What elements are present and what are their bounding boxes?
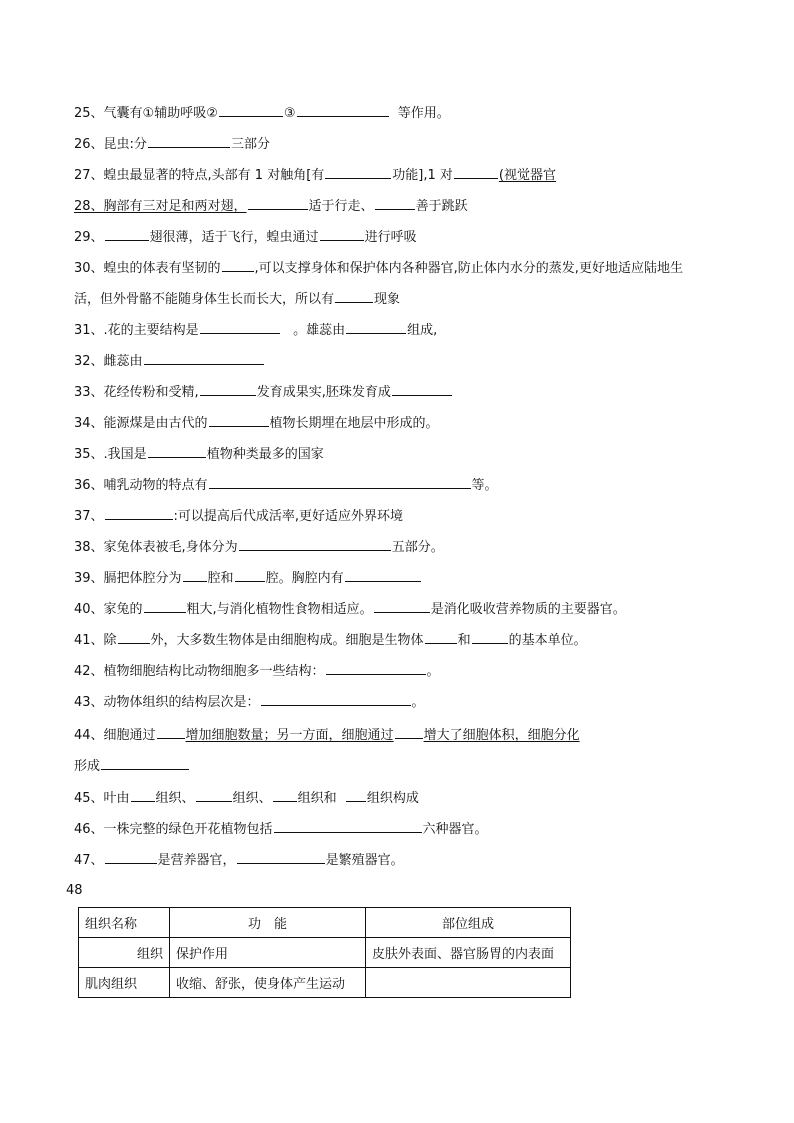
table-cell[interactable] <box>366 968 571 998</box>
table-row <box>79 938 571 968</box>
question-31: 31、.花的主要结构是 。雄蕊由 组成, <box>74 320 437 340</box>
answer-blank[interactable] <box>320 227 364 241</box>
question-34: 34、能源煤是由古代的 植物长期埋在地层中形成的。 <box>74 413 439 433</box>
table-cell: 皮肤外表面、器官肠胃的内表面 <box>366 938 571 968</box>
answer-blank[interactable] <box>261 692 411 706</box>
answer-blank[interactable] <box>346 788 366 802</box>
answer-blank[interactable] <box>273 788 297 802</box>
answer-blank[interactable] <box>196 788 232 802</box>
answer-blank[interactable] <box>335 289 373 303</box>
question-40: 40、家兔的 粗大,与消化植物性食物相适应。 是消化吸收营养物质的主要器官。 <box>74 599 626 619</box>
answer-blank[interactable] <box>219 103 283 117</box>
answer-blank[interactable] <box>345 568 421 582</box>
table-cell: 保护作用 <box>170 938 366 968</box>
question-33: 33、花经传粉和受精, 发育成果实,胚珠发育成 <box>74 382 453 402</box>
tissue-table <box>78 907 571 998</box>
question-27: 27、蝗虫最显著的特点,头部有 1 对触角[有 功能],1 对 (视觉器官 <box>74 165 556 185</box>
table-row <box>79 968 571 998</box>
question-25: 25、气囊有①辅助呼吸② ③ 等作用。 <box>74 103 450 123</box>
answer-blank[interactable] <box>235 568 265 582</box>
question-32: 32、雌蕊由 <box>74 351 265 371</box>
answer-blank[interactable] <box>297 103 389 117</box>
answer-blank[interactable] <box>105 850 157 864</box>
question-35: 35、.我国是 植物种类最多的国家 <box>74 444 324 464</box>
answer-blank[interactable] <box>425 630 457 644</box>
answer-blank[interactable] <box>472 630 508 644</box>
answer-blank[interactable] <box>105 227 149 241</box>
question-44: 44、细胞通过 增加细胞数量；另一方面，细胞通过 增大了细胞体积，细胞分化 <box>74 725 580 745</box>
question-36: 36、哺乳动物的特点有 等。 <box>74 475 498 495</box>
answer-blank[interactable] <box>144 599 186 613</box>
question-47: 47、 是营养器官， 是繁殖器官。 <box>74 850 404 870</box>
table-header-cell: 部位组成 <box>366 908 571 938</box>
table-cell[interactable]: 组织 <box>79 938 170 968</box>
question-44-continued: 形成 <box>74 756 190 776</box>
answer-blank[interactable] <box>375 196 415 210</box>
question-30-continued: 活，但外骨骼不能随身体生长而长大，所以有 现象 <box>74 289 400 309</box>
question-45: 45、叶由 组织、 组织、 组织和 组织构成 <box>74 788 419 808</box>
answer-blank[interactable] <box>148 444 206 458</box>
table-header-row <box>79 908 571 938</box>
question-39: 39、膈把体腔分为 腔和 腔。胸腔内有 <box>74 568 422 588</box>
table-header-cell: 功 能 <box>170 908 366 938</box>
answer-blank[interactable] <box>237 850 325 864</box>
question-37: 37、 :可以提高后代成活率,更好适应外界环境 <box>74 506 403 526</box>
answer-blank[interactable] <box>209 413 269 427</box>
answer-blank[interactable] <box>326 661 426 675</box>
question-29: 29、 翅很薄，适于飞行，蝗虫通过 进行呼吸 <box>74 227 417 247</box>
question-28: 28、胸部有三对足和两对翅， 适于行走、 善于跳跃 <box>74 196 468 216</box>
table-cell: 肌肉组织 <box>79 968 170 998</box>
answer-blank[interactable] <box>131 788 155 802</box>
answer-blank[interactable] <box>454 165 498 179</box>
question-43: 43、动物体组织的结构层次是： 。 <box>74 692 425 712</box>
answer-blank[interactable] <box>222 258 254 272</box>
answer-blank[interactable] <box>274 819 422 833</box>
answer-blank[interactable] <box>118 630 150 644</box>
question-48-label: 48 <box>66 883 83 898</box>
answer-blank[interactable] <box>395 725 423 739</box>
question-42: 42、植物细胞结构比动物细胞多一些结构： 。 <box>74 661 440 681</box>
answer-blank[interactable] <box>325 165 391 179</box>
answer-blank[interactable] <box>346 320 406 334</box>
answer-blank[interactable] <box>374 599 430 613</box>
answer-blank[interactable] <box>248 196 308 210</box>
answer-blank[interactable] <box>148 134 230 148</box>
answer-blank[interactable] <box>392 382 452 396</box>
answer-blank[interactable] <box>209 475 471 489</box>
answer-blank[interactable] <box>200 382 256 396</box>
question-41: 41、除 外，大多数生物体是由细胞构成。细胞是生物体 和 的基本单位。 <box>74 630 587 650</box>
answer-blank[interactable] <box>105 506 173 520</box>
question-30: 30、蝗虫的体表有坚韧的 ,可以支撑身体和保护体内各种器官,防止体内水分的蒸发,更好地适应陆地生 <box>74 258 683 278</box>
answer-blank[interactable] <box>183 568 207 582</box>
answer-blank[interactable] <box>200 320 280 334</box>
table-header-cell: 组织名称 <box>79 908 170 938</box>
answer-blank[interactable] <box>144 351 264 365</box>
question-46: 46、一株完整的绿色开花植物包括 六种器官。 <box>74 819 488 839</box>
question-38: 38、家兔体表被毛,身体分为 五部分。 <box>74 537 444 557</box>
answer-blank[interactable] <box>101 756 189 770</box>
answer-blank[interactable] <box>239 537 391 551</box>
table-cell: 收缩、舒张，使身体产生运动 <box>170 968 366 998</box>
answer-blank[interactable] <box>157 725 185 739</box>
question-26: 26、昆虫:分 三部分 <box>74 134 270 154</box>
